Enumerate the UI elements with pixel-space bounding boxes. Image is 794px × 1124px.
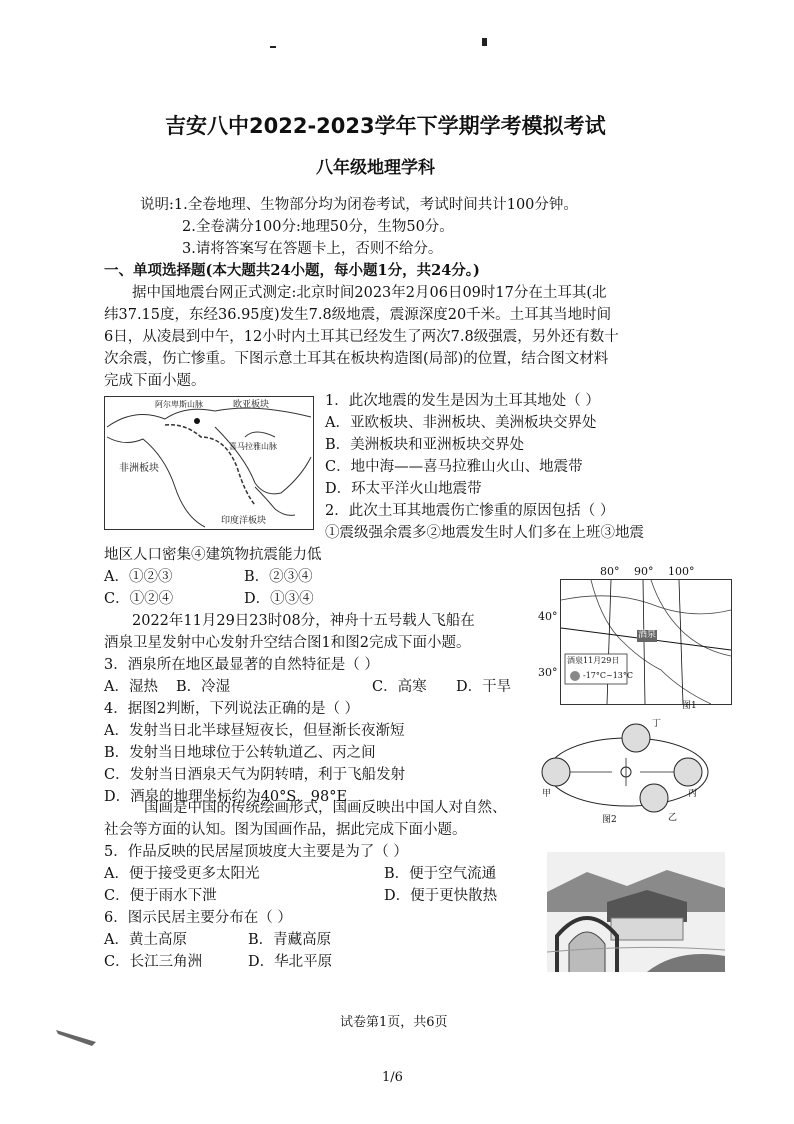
note-3: 3.请将答案写在答题卡上，否则不给分。 xyxy=(182,241,443,257)
figure2-orbit xyxy=(540,716,716,828)
q4-option-c: C．发射当日酒泉天气为阴转晴，利于飞船发射 xyxy=(104,767,406,783)
fig1-weather-temp: -17°C~13°C xyxy=(583,671,634,680)
plate-map-figure xyxy=(104,396,314,530)
q3-stem: 3．酒泉所在地区最显著的自然特征是（ ） xyxy=(104,657,379,673)
q2-line3: 地区人口密集④建筑物抗震能力低 xyxy=(104,547,322,563)
orbit-label-bing: 丙 xyxy=(688,789,698,799)
fig1-tick-100: 100° xyxy=(668,565,695,578)
painting-drawing xyxy=(547,852,725,972)
passage2-line: 酒泉卫星发射中心发射升空结合图1和图2完成下面小题。 xyxy=(104,635,471,651)
painting-image xyxy=(547,852,725,972)
q6-option-a: A．黄土高原 xyxy=(104,932,187,948)
passage1-line: 6日，从凌晨到中午，12小时内土耳其已经发生了两次7.8级强震，另外还有数十 xyxy=(104,329,619,345)
q1-option-a: A．亚欧板块、非洲板块、美洲板块交界处 xyxy=(325,415,597,431)
map-label-alps: 阿尔卑斯山脉 xyxy=(155,400,203,409)
q2-line2: ①震级强余震多②地震发生时人们多在上班③地震 xyxy=(325,525,644,541)
q2-option-a: A．①②③ xyxy=(104,569,173,585)
q6-option-d: D．华北平原 xyxy=(248,954,333,970)
q1-option-d: D．环太平洋火山地震带 xyxy=(325,481,482,497)
map-label-eurasia: 欧亚板块 xyxy=(233,400,270,410)
q4-option-b: B．发射当日地球位于公转轨道乙、丙之间 xyxy=(104,745,376,761)
q6-stem: 6．图示民居主要分布在（ ） xyxy=(104,910,292,926)
fig1-weather-date: 酒泉11月29日 xyxy=(567,656,620,665)
q4-option-a: A．发射当日北半球昼短夜长，但昼渐长夜渐短 xyxy=(104,723,405,739)
map-label-himalaya: 喜马拉雅山脉 xyxy=(229,442,277,451)
map-label-indian: 印度洋板块 xyxy=(221,516,267,526)
page-subtitle: 八年级地理学科 xyxy=(316,158,435,178)
map-label-africa: 非洲板块 xyxy=(119,463,159,474)
passage1-line: 完成下面小题。 xyxy=(104,373,206,389)
fig1-tick-40: 40° xyxy=(538,610,558,623)
passage1-line: 次余震，伤亡惨重。下图示意土耳其在板块构造图(局部)的位置，结合图文材料 xyxy=(104,351,609,367)
figure1-drawing xyxy=(561,580,731,704)
page-footer: 试卷第1页，共6页 xyxy=(340,1015,448,1030)
passage2-line: 2022年11月29日23时08分，神舟十五号载人飞船在 xyxy=(132,613,475,629)
fig1-tick-90: 90° xyxy=(634,565,654,578)
q4-option-d: D．酒泉的地理坐标约为40°S，98°E xyxy=(104,789,348,805)
fig1-tick-30: 30° xyxy=(538,666,558,679)
q5-option-c: C．便于雨水下泄 xyxy=(104,888,217,904)
q1-stem: 1．此次地震的发生是因为土耳其地处（ ） xyxy=(325,393,600,409)
q5-option-b: B．便于空气流通 xyxy=(384,866,497,882)
q5-option-a: A．便于接受更多太阳光 xyxy=(104,866,260,882)
figure1-map xyxy=(560,579,732,705)
fig1-caption: 图1 xyxy=(682,701,697,711)
page-number: 1/6 xyxy=(382,1070,403,1085)
passage1-line: 纬37.15度，东经36.95度)发生7.8级地震，震源深度20千米。土耳其当地时间 xyxy=(104,307,612,323)
scan-mark xyxy=(270,46,276,48)
q2-option-b: B．②③④ xyxy=(244,569,313,585)
q2-stem: 2．此次土耳其地震伤亡惨重的原因包括（ ） xyxy=(325,503,615,519)
scan-artifact xyxy=(56,1028,100,1048)
q6-option-c: C．长江三角洲 xyxy=(104,954,203,970)
q4-stem: 4．据图2判断，下列说法正确的是（ ） xyxy=(104,701,360,717)
section-heading: 一、单项选择题(本大题共24小题，每小题1分，共24分。) xyxy=(104,262,480,279)
q1-option-b: B．美洲板块和亚洲板块交界处 xyxy=(325,437,525,453)
q3-option-a: A．湿热 xyxy=(104,679,158,695)
q5-option-d: D．便于更快散热 xyxy=(384,888,498,904)
passage3-line: 国画是中国的传统绘画形式，国画反映出中国人对自然、 xyxy=(144,800,507,816)
q2-option-c: C．①②④ xyxy=(104,591,174,607)
orbit-label-ding: 丁 xyxy=(652,719,662,729)
q1-option-c: C．地中海——喜马拉雅山火山、地震带 xyxy=(325,459,583,475)
page-title: 吉安八中2022-2023学年下学期学考模拟考试 xyxy=(165,114,606,138)
q3-option-b: B．冷湿 xyxy=(176,679,231,695)
orbit-label-jia: 甲 xyxy=(542,789,552,799)
passage1-line: 据中国地震台网正式测定:北京时间2023年2月06日09时17分在土耳其(北 xyxy=(132,285,607,301)
orbit-drawing xyxy=(540,716,716,828)
q6-option-b: B．青藏高原 xyxy=(248,932,332,948)
passage3-line: 社会等方面的认知。图为国画作品，据此完成下面小题。 xyxy=(104,822,467,838)
q3-option-d: D．干旱 xyxy=(456,679,512,695)
q2-option-d: D．①③④ xyxy=(244,591,314,607)
orbit-label-yi: 乙 xyxy=(668,813,678,823)
scan-mark xyxy=(482,38,487,46)
q5-stem: 5．作品反映的民居屋顶坡度大主要是为了（ ） xyxy=(104,844,408,860)
fig2-caption: 图2 xyxy=(602,815,617,825)
fig1-city-label: 酒泉 xyxy=(638,630,657,640)
fig1-tick-80: 80° xyxy=(600,565,620,578)
note-1: 说明:1.全卷地理、生物部分均为闭卷考试，考试时间共计100分钟。 xyxy=(140,197,578,213)
note-2: 2.全卷满分100分:地理50分，生物50分。 xyxy=(182,219,454,235)
q3-option-c: C．高寒 xyxy=(372,679,427,695)
